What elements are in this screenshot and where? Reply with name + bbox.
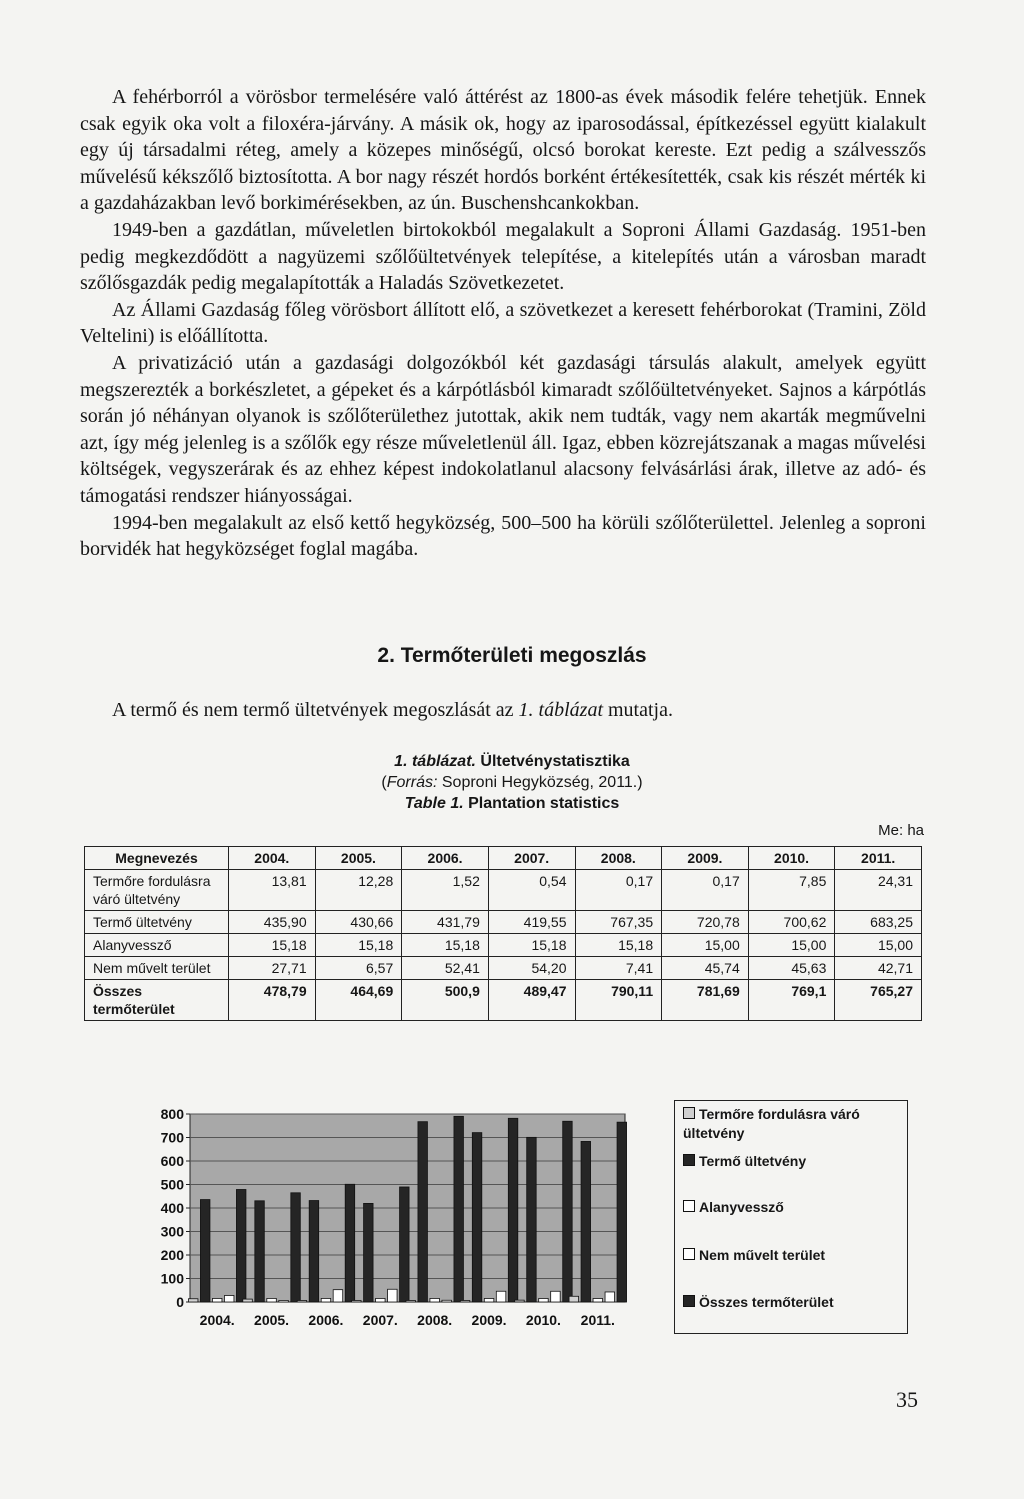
table-cell: 419,55 <box>488 911 575 934</box>
caption-line-en <box>0 793 1024 814</box>
bar <box>527 1137 537 1302</box>
table-row <box>85 934 922 957</box>
table-cell: 478,79 <box>229 980 316 1021</box>
x-tick-label: 2010. <box>525 1312 561 1328</box>
bar <box>551 1291 561 1302</box>
bar <box>388 1289 398 1302</box>
row-label: Termő ültetvény <box>85 911 229 934</box>
column-header: 2010. <box>748 847 835 870</box>
legend-swatch <box>683 1200 695 1212</box>
bar <box>224 1295 234 1302</box>
bar <box>364 1203 374 1302</box>
bar <box>496 1291 506 1302</box>
table-header-row <box>85 847 922 870</box>
y-tick-label: 600 <box>160 1153 184 1169</box>
bar <box>321 1298 331 1302</box>
table-caption <box>0 751 1024 814</box>
bar <box>442 1300 452 1302</box>
legend-label: Termőre fordulásra váró ültetvény <box>683 1106 860 1141</box>
bar <box>617 1122 627 1302</box>
table-cell: 15,00 <box>835 934 922 957</box>
page-number: 35 <box>896 1387 918 1412</box>
bar <box>569 1296 579 1302</box>
x-tick-label: 2011. <box>580 1312 615 1328</box>
table-row <box>85 980 922 1021</box>
table-cell: 790,11 <box>575 980 662 1021</box>
table-cell: 700,62 <box>748 911 835 934</box>
table-cell: 15,18 <box>315 934 402 957</box>
bar <box>309 1201 319 1302</box>
row-label: Alanyvessző <box>85 934 229 957</box>
legend-label: Alanyvessző <box>699 1199 784 1215</box>
intro-text-start: A termő és nem termő ültetvények megoszlását az <box>112 699 519 721</box>
body-text <box>80 84 926 563</box>
table-row <box>85 870 922 911</box>
table-cell: 15,18 <box>488 934 575 957</box>
table-cell: 54,20 <box>488 957 575 980</box>
legend-label: Összes termőterület <box>699 1294 834 1310</box>
table-cell: 15,18 <box>575 934 662 957</box>
bar <box>515 1300 525 1302</box>
bar <box>605 1292 615 1302</box>
legend-item <box>683 1293 901 1312</box>
table-cell: 0,17 <box>662 870 749 911</box>
bar <box>539 1298 549 1302</box>
table-cell: 683,25 <box>835 911 922 934</box>
y-tick-label: 400 <box>160 1200 184 1216</box>
table-cell: 435,90 <box>229 911 316 934</box>
bar <box>236 1189 246 1302</box>
table-cell: 15,18 <box>229 934 316 957</box>
table-cell: 0,54 <box>488 870 575 911</box>
legend-swatch <box>683 1154 695 1166</box>
table-cell: 6,57 <box>315 957 402 980</box>
table-cell: 15,00 <box>748 934 835 957</box>
table-cell: 42,71 <box>835 957 922 980</box>
table-row <box>85 911 922 934</box>
chart-legend <box>674 1100 908 1334</box>
row-label: Termőre fordulásra váró ültetvény <box>85 870 229 911</box>
y-tick-label: 0 <box>176 1294 184 1310</box>
bar <box>472 1133 482 1302</box>
table-cell: 489,47 <box>488 980 575 1021</box>
x-tick-label: 2008. <box>417 1312 453 1328</box>
y-tick-label: 500 <box>160 1176 184 1193</box>
column-header: 2011. <box>835 847 922 870</box>
table-cell: 1,52 <box>402 870 489 911</box>
paragraph: Az Állami Gazdaság főleg vörösbort állított elő, a szövetkezet a keresett fehérborokat (Tramini, Zöld Veltelini) is előállította. <box>80 298 926 348</box>
legend-item <box>683 1152 901 1171</box>
legend-item <box>683 1198 901 1217</box>
table-cell: 720,78 <box>662 911 749 934</box>
legend-swatch <box>683 1248 695 1260</box>
paragraph: 1949-ben a gazdátlan, műveletlen birtokokból megalakult a Soproni Állami Gazdaság. 1951-ben pedig megkezdődött a nagyüzemi szőlőültetvények telepítése, a kitelepítés után a városban maradt szőlősgazdák pedig megalapították a Haladás Szövetkezetet. <box>80 218 926 295</box>
column-header: 2007. <box>488 847 575 870</box>
table-cell: 500,9 <box>402 980 489 1021</box>
y-tick-label: 700 <box>160 1129 184 1146</box>
bar <box>400 1187 410 1302</box>
column-header: 2009. <box>662 847 749 870</box>
table-cell: 431,79 <box>402 911 489 934</box>
bar <box>430 1298 440 1302</box>
table-intro <box>80 697 926 723</box>
table-cell: 765,27 <box>835 980 922 1021</box>
column-header: 2005. <box>315 847 402 870</box>
y-tick-label: 800 <box>160 1106 184 1122</box>
bar <box>333 1290 343 1302</box>
table-cell: 27,71 <box>229 957 316 980</box>
y-tick-label: 200 <box>160 1247 184 1263</box>
table-cell: 13,81 <box>229 870 316 911</box>
caption-table-number-en: Table 1. <box>404 795 464 812</box>
caption-title-en: Plantation statistics <box>463 795 620 812</box>
table-cell: 12,28 <box>315 870 402 911</box>
caption-source-text: Soproni Hegyközség, 2011.) <box>437 774 643 791</box>
chart-svg <box>140 1100 660 1340</box>
bar <box>418 1122 428 1302</box>
caption-source: (Forrás: Soproni Hegyközség, 2011.) <box>381 774 643 791</box>
bar <box>243 1299 253 1302</box>
plantation-table <box>84 846 922 1021</box>
caption-source-label: Forrás: <box>386 774 438 791</box>
paragraph: 1994-ben megalakult az első kettő hegyközség, 500–500 ha körüli szőlőterülettel. Jelenleg a soproni borvidék hat hegyközséget foglal magába. <box>80 511 926 561</box>
legend-label: Termő ültetvény <box>699 1153 807 1169</box>
caption-table-number: 1. táblázat. <box>394 753 476 770</box>
table-cell: 0,17 <box>575 870 662 911</box>
table-cell: 45,74 <box>662 957 749 980</box>
bar <box>454 1116 464 1302</box>
legend-item <box>683 1246 901 1265</box>
legend-swatch <box>683 1295 695 1307</box>
bar <box>297 1301 307 1303</box>
unit-note: Me: ha <box>878 822 924 839</box>
bar <box>188 1299 198 1302</box>
paragraph: A fehérborról a vörösbor termelésére való áttérést az 1800-as évek második felére tehetjük. Ennek csak egyik oka volt a filoxéra-járvány. A másik ok, hogy az iparosodással, építkezéssel együtt kialakult egy új társadalmi réteg, amely a közepes minőségű, olcsó borokat kereste. Ezt pedig a szálvesszős művelésű kékszőlő biztosította. A bor nagy részét hordós borként értékesítették, csak kis részét mérték ki a gazdaházakban levő borkimérésekben, az ún. Buschenshcankokban. <box>80 86 926 215</box>
table-cell: 15,00 <box>662 934 749 957</box>
column-header: 2008. <box>575 847 662 870</box>
column-header: 2006. <box>402 847 489 870</box>
table-cell: 767,35 <box>575 911 662 934</box>
caption-line-hu <box>0 751 1024 772</box>
x-tick-label: 2007. <box>362 1312 398 1328</box>
legend-label: Nem művelt terület <box>699 1247 826 1263</box>
bar <box>593 1298 603 1302</box>
table-cell: 7,85 <box>748 870 835 911</box>
table-body <box>85 870 922 1021</box>
table-cell: 7,41 <box>575 957 662 980</box>
bar <box>376 1298 386 1302</box>
table-cell: 45,63 <box>748 957 835 980</box>
intro-text-end: mutatja. <box>603 699 673 721</box>
bar <box>563 1121 573 1302</box>
bar <box>460 1301 470 1303</box>
bar <box>484 1298 494 1302</box>
caption-title: Ültetvénystatisztika <box>475 753 630 770</box>
bar <box>279 1300 289 1302</box>
bar <box>406 1301 416 1303</box>
x-tick-label: 2009. <box>471 1312 507 1328</box>
table-cell: 24,31 <box>835 870 922 911</box>
legend-swatch <box>683 1107 695 1119</box>
section-heading: 2. Termőterületi megoszlás <box>377 644 647 667</box>
x-tick-label: 2006. <box>308 1312 344 1328</box>
table-cell: 52,41 <box>402 957 489 980</box>
bar <box>345 1184 355 1302</box>
bar <box>267 1298 277 1302</box>
paragraph: A privatizáció után a gazdasági dolgozókból két gazdasági társulás alakult, amelyek együtt megszerezték a borkészletet, a gépeket és a kárpótlásból kimaradt szőlőültetvényeket. Sajnos a kárpótlás során jó néhányan olyanok is szőlőterülethez jutottak, akik nem tudták, vagy nem akarták megművelni azt, így még jelenleg is a szőlők egy része műveletlenül áll. Igaz, ebben közrejátszanak a magas művelési költségek, vegyszerárak és az ehhez képest indokolatlanul alacsony felvásárlási árak, illetve az adó- és támogatási rendszer hiányosságai. <box>80 351 926 507</box>
x-tick-label: 2004. <box>199 1312 235 1328</box>
row-label: Nem művelt terület <box>85 957 229 980</box>
table-cell: 464,69 <box>315 980 402 1021</box>
table-cell: 15,18 <box>402 934 489 957</box>
row-label: Összes termőterület <box>85 980 229 1021</box>
y-tick-label: 100 <box>160 1270 184 1287</box>
bar <box>291 1193 301 1302</box>
y-tick-label: 300 <box>160 1223 184 1240</box>
bar <box>581 1141 591 1302</box>
table-cell: 781,69 <box>662 980 749 1021</box>
bar <box>212 1298 222 1302</box>
table-row <box>85 957 922 980</box>
bar <box>200 1200 210 1302</box>
column-header: 2004. <box>229 847 316 870</box>
column-header: Megnevezés <box>85 847 229 870</box>
bar <box>352 1301 362 1303</box>
bar <box>255 1201 265 1302</box>
plantation-chart <box>140 1100 660 1340</box>
legend-item <box>683 1105 901 1143</box>
table-cell: 430,66 <box>315 911 402 934</box>
intro-table-ref: 1. táblázat <box>518 699 603 721</box>
bar <box>508 1118 518 1302</box>
table-cell: 769,1 <box>748 980 835 1021</box>
x-tick-label: 2005. <box>254 1312 290 1328</box>
